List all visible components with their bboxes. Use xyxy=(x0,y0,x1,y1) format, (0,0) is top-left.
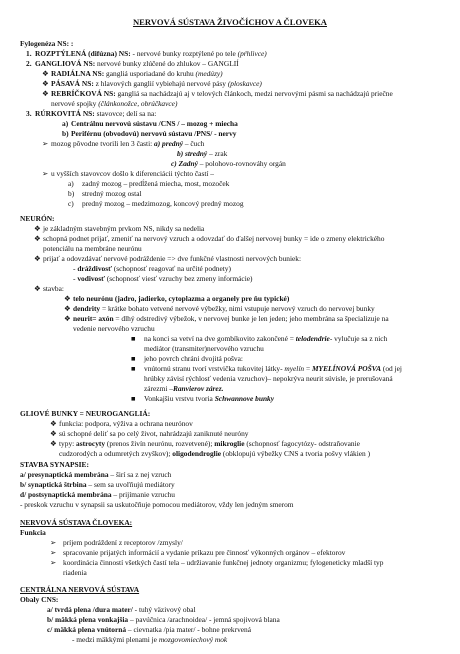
bullet-icon: ❖ xyxy=(34,284,41,293)
list-item xyxy=(42,69,223,78)
bullet-icon: ❖ xyxy=(64,294,71,303)
list-item xyxy=(62,119,238,128)
list-item xyxy=(64,314,389,323)
text: príjem podráždení z receptorov /zmysly/ xyxy=(63,538,183,547)
arrow-bullet-icon: ➢ xyxy=(42,139,49,148)
bullet-icon: ❖ xyxy=(34,224,41,233)
bullet-icon: ❖ xyxy=(64,304,71,313)
list-item xyxy=(34,284,64,293)
example: (článkonožce, obrúčkavce) xyxy=(98,99,178,108)
list-item xyxy=(131,364,402,373)
subheading-obaly xyxy=(20,595,58,604)
term: neurit= axón xyxy=(73,314,114,323)
section-heading-neuron xyxy=(20,214,55,223)
square-bullet-icon: ■ xyxy=(131,354,136,363)
arrow-bullet-icon: ➢ xyxy=(42,169,49,178)
text: mozog pôvodne tvorili len 3 časti: xyxy=(51,139,155,148)
term: RÚRKOVITÁ NS: xyxy=(35,109,95,118)
text: - medzi mäkkými plenami je xyxy=(72,635,159,644)
text: koordinácia činností všetkých častí tela – udržiavanie funkčnej jednoty organizmu; fylogeneticky mladší typ xyxy=(63,558,384,567)
section-heading-glia xyxy=(20,409,150,418)
text: Vonkajšiu vrstvu tvoria xyxy=(144,394,215,403)
text: - tuhý väzivový obal xyxy=(132,605,196,614)
term: mikroglie xyxy=(214,439,245,448)
term: b/ synaptická štrbina xyxy=(20,480,87,489)
list-item xyxy=(68,179,229,188)
section-heading-human xyxy=(20,518,132,527)
text: = xyxy=(304,364,312,373)
term: REBRÍČKOVÁ NS: xyxy=(51,89,116,98)
text-line xyxy=(20,480,175,489)
text: – čuch xyxy=(183,139,205,148)
bullet-icon: ❖ xyxy=(34,234,41,243)
text: - xyxy=(73,264,78,273)
term: myelín xyxy=(284,364,305,373)
text: gangliá usporiadané do kruhu xyxy=(104,69,196,78)
text-line xyxy=(144,374,393,383)
text: prijať a odovzdávať nervové podráždenie => dve funkčné vlastnosti nervových buniek: xyxy=(43,254,302,263)
text: (prenos živín neurónu, rozvetvené); xyxy=(105,439,215,448)
list-item xyxy=(26,109,156,118)
term: b/ mäkká plena vonkajšia xyxy=(47,615,129,624)
text: – polohovo-rovnováhy orgán xyxy=(197,159,286,168)
term: d/ postsynaptická membrána xyxy=(20,490,112,499)
term: Schwannove bunky xyxy=(214,394,275,403)
text: (obklopujú výbežky CNS a tvoria pošvy vlákien ) xyxy=(221,449,371,458)
text: Funkcia xyxy=(20,528,46,537)
text: zadný mozog – predĺžená miecha, most, mozoček xyxy=(82,179,230,188)
text: riadenia xyxy=(63,568,87,577)
section-heading-synapse xyxy=(20,460,89,469)
list-letter: b) xyxy=(62,129,69,138)
text: je základným stavebným prvkom NS, nikdy sa nedelia xyxy=(43,224,205,233)
text: u vyšších stavovcov došlo k diferenciácii týchto častí – xyxy=(51,169,214,178)
text: - xyxy=(73,274,78,283)
list-item xyxy=(64,304,375,313)
term: oligodendroglie xyxy=(172,449,222,458)
text: - vylučuje sa z nich xyxy=(329,334,388,343)
text: z hlavových ganglií vybiehajú nervové pásy xyxy=(93,79,228,88)
bullet-icon: ❖ xyxy=(50,439,57,448)
text: = dlhý odstredivý výbežok, v nervovej bunke je len jeden; jeho membrána sa špecializuje na xyxy=(113,314,389,323)
text: (od jej xyxy=(381,364,402,373)
text-line xyxy=(20,470,171,479)
text: vnútornú stranu tvorí vrstvička tukovitej látky- xyxy=(144,364,285,373)
text-line xyxy=(51,99,177,108)
section-heading-fylogeneza xyxy=(20,39,73,48)
list-item xyxy=(50,548,345,557)
term: GANGLIOVÁ NS: xyxy=(35,59,96,68)
example: (ploskavce) xyxy=(227,79,262,88)
text: GLIOVÉ BUNKY = NEUROGANGLIÁ: xyxy=(20,409,151,418)
subheading-function xyxy=(20,528,46,537)
term: Ranvierov zárez. xyxy=(172,384,224,393)
text: zárezmi – xyxy=(144,384,173,393)
text-line xyxy=(43,244,142,253)
text: predný mozog – medzimozog, koncový predný mozog xyxy=(82,199,244,208)
list-item xyxy=(42,139,204,148)
list-item xyxy=(50,538,183,547)
list-item xyxy=(42,169,214,178)
text: – cievnatka /pia mater/ - bohne prekrvená xyxy=(126,625,252,634)
term: a/ presynaptická membrána xyxy=(20,470,109,479)
term: telodendrie xyxy=(295,334,330,343)
bullet-icon: ❖ xyxy=(42,69,49,78)
text: (schopnosť viesť vzruchy bez zmeny informácie) xyxy=(104,274,253,283)
text-line xyxy=(47,605,196,614)
text: (schopnosť reagovať na určité podnety) xyxy=(111,264,231,273)
text: STAVBA SYNAPSIE: xyxy=(20,460,89,469)
text: – širí sa z nej vzruch xyxy=(108,470,172,479)
text: – prijímanie vzruchu xyxy=(111,490,175,499)
text: - nervové bunky rozptýlené po tele xyxy=(130,49,238,58)
list-item xyxy=(42,79,262,88)
example: (medúzy) xyxy=(195,69,223,78)
text: (schopnosť fagocytózy- odstraňovanie xyxy=(244,439,360,448)
text: schopná podnet prijať, zmeniť na nervový vzruch a odovzdať do ďalšej nervovej bunky = ide o zmeny elektrického xyxy=(43,234,385,243)
text: – zrak xyxy=(207,149,228,158)
list-letter: b) xyxy=(68,189,75,198)
term: telo neurónu (jadro, jadierko, cytoplazma a organely pre ňu typické) xyxy=(73,294,290,303)
text-line xyxy=(144,344,264,353)
term: RADIÁLNA NS: xyxy=(51,69,105,78)
list-number: 1. xyxy=(26,49,32,58)
list-item xyxy=(62,129,236,138)
list-letter: c) xyxy=(68,199,74,208)
text: vedenie nervového vzruchu xyxy=(73,324,155,333)
text-line xyxy=(59,449,370,458)
bullet-icon: ❖ xyxy=(42,89,49,98)
square-bullet-icon: ■ xyxy=(131,334,136,343)
text: NEURÓN: xyxy=(20,214,55,223)
text: Obaly CNS: xyxy=(20,595,59,604)
list-item xyxy=(42,89,393,98)
list-item xyxy=(34,224,204,233)
bullet-icon: ❖ xyxy=(34,254,41,263)
text: potenciálu na membráne neurónu xyxy=(43,244,142,253)
text: spracovanie prijatých informácií a vydanie príkazu pre činnosť výkonných orgánov – efektorov xyxy=(63,548,346,557)
square-bullet-icon: ■ xyxy=(131,364,136,373)
list-item xyxy=(34,234,384,243)
text: stavba: xyxy=(43,284,64,293)
text: hrúbky závisí rýchlosť vedenia vzruchov)– nepokrýva neurit súvisle, je prerušovaná xyxy=(144,374,393,383)
arrow-bullet-icon: ➢ xyxy=(50,538,57,547)
text-line xyxy=(20,500,294,509)
list-item xyxy=(26,59,239,68)
term: a) predný xyxy=(154,139,183,148)
list-item xyxy=(131,354,243,363)
text-line xyxy=(73,274,253,283)
bullet-icon: ❖ xyxy=(50,419,57,428)
list-letter: a) xyxy=(62,119,69,128)
list-letter: a) xyxy=(68,179,74,188)
term: c) Zadný xyxy=(171,159,198,168)
text: Centrálnu nervovú sústavu /CNS / – mozog + miecha xyxy=(71,119,238,128)
text: jeho povrch chráni dvojitá pošva: xyxy=(144,354,243,363)
list-number: 3. xyxy=(26,109,32,118)
text: typy: xyxy=(59,439,77,448)
list-item xyxy=(131,334,387,343)
text: gangliá sa nachádzajú aj v telových článkoch, medzi nervovými pásmi sa nachádzajú priečne xyxy=(115,89,393,98)
text: nervové bunky zlúčené do zhlukov – GANGLIÍ xyxy=(95,59,239,68)
text: CENTRÁLNA NERVOVÁ SÚSTAVA xyxy=(20,585,140,594)
term: astrocyty xyxy=(76,439,106,448)
term: c/ mäkká plena vnútorná xyxy=(47,625,127,634)
page-title: NERVOVÁ SÚSTAVA ŽIVOČÍCHOV A ČLOVEKA xyxy=(132,17,328,27)
text: funkcia: podpora, výživa a ochrana neurónov xyxy=(59,419,193,428)
list-item xyxy=(131,394,274,403)
text: Periférnu (obvodovú) nervovú sústavu /PNS/ - nervy xyxy=(71,129,237,138)
term: mozgovomiechový mok xyxy=(158,635,228,644)
list-item xyxy=(68,199,244,208)
text-line xyxy=(73,264,231,273)
term: dráždivosť xyxy=(77,264,112,273)
list-item xyxy=(50,558,383,567)
arrow-bullet-icon: ➢ xyxy=(50,558,57,567)
text-line xyxy=(63,568,87,577)
bullet-icon: ❖ xyxy=(42,79,49,88)
list-item xyxy=(64,294,289,303)
bullet-icon: ❖ xyxy=(64,314,71,323)
square-bullet-icon: ■ xyxy=(131,394,136,403)
text: Fylogenéza NS: : xyxy=(20,39,74,48)
list-item xyxy=(26,49,267,58)
term: dendrity xyxy=(73,304,101,313)
list-item xyxy=(50,439,360,448)
list-number: 2. xyxy=(26,59,32,68)
list-item xyxy=(34,254,301,263)
text: sú schopné deliť sa po celý život, nahrádzajú zaniknuté neuróny xyxy=(59,429,249,438)
text-line xyxy=(72,635,227,644)
text: stavovce; delí sa na: xyxy=(94,109,157,118)
term: a/ tvrdá plena /dura mater/ xyxy=(47,605,133,614)
text: mediátor (transmiter)nervového vzruchu xyxy=(144,344,264,353)
text-line xyxy=(171,159,286,168)
arrow-bullet-icon: ➢ xyxy=(50,548,57,557)
text-line xyxy=(20,490,175,499)
text: nervové spojky xyxy=(51,99,99,108)
example: (pŕhlivce) xyxy=(237,49,267,58)
text: stredný mozog ostal xyxy=(82,189,142,198)
text: cudzorodých a odumretých zvyškov); xyxy=(59,449,173,458)
text: = krátke bohato vetvené nervové výbežky, nimi vstupuje nervový vzruch do nervovej bunky xyxy=(100,304,375,313)
text-line xyxy=(177,149,227,158)
list-item xyxy=(50,429,249,438)
list-item xyxy=(68,189,142,198)
term: vodivosť xyxy=(77,274,105,283)
section-heading-cns xyxy=(20,585,139,594)
term: PÁSAVÁ NS: xyxy=(51,79,94,88)
bullet-icon: ❖ xyxy=(50,429,57,438)
text-line xyxy=(47,615,280,624)
term: ROZPTÝLENÁ (difúzna) NS: xyxy=(35,49,131,58)
text-line xyxy=(144,384,223,393)
text: - preskok vzruchu v synapsii sa uskutočňuje pomocou mediátorov, vždy len jedným smerom xyxy=(20,500,294,509)
list-item xyxy=(50,419,193,428)
term: MYELÍNOVÁ POŠVA xyxy=(311,364,382,373)
term: b) stredný xyxy=(177,149,208,158)
text: na konci sa vetví na dve gombíkovito zakončené = xyxy=(144,334,296,343)
text-line xyxy=(73,324,155,333)
text: – sem sa uvoľňujú mediátory xyxy=(86,480,175,489)
text: – pavúčnica /arachnoidea/ - jemná spojivová blana xyxy=(128,615,280,624)
text-line xyxy=(47,625,251,634)
text: NERVOVÁ SÚSTAVA ČLOVEKA: xyxy=(20,518,133,527)
